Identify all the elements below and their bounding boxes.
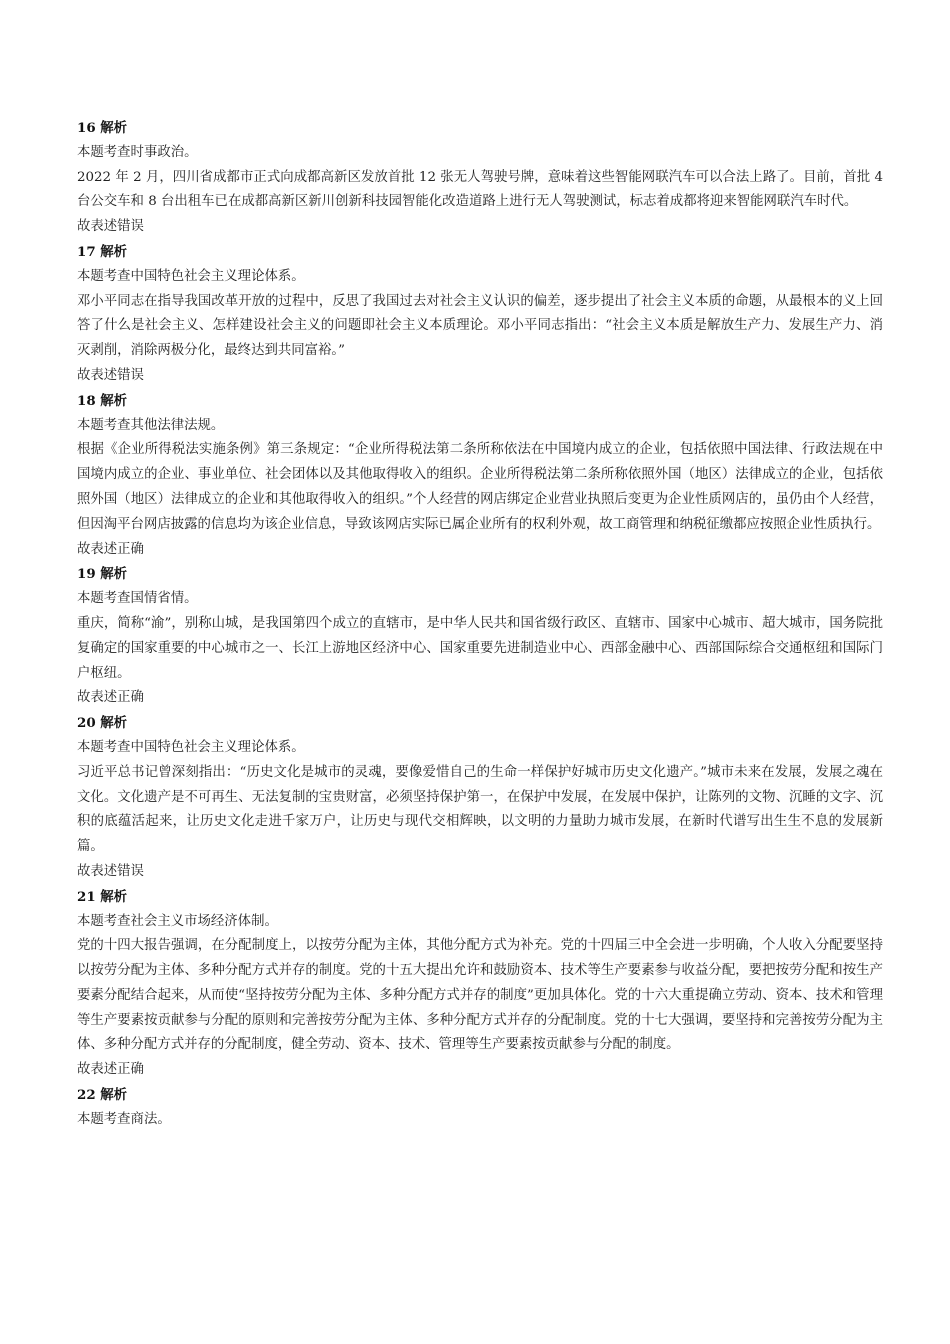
answer-section-19: [77, 562, 883, 711]
document-page: [77, 116, 883, 1133]
section-body: 根据《企业所得税法实施条例》第三条规定：“企业所得税法第二条所称依法在中国境内成立的企业，包括依照中国法律、行政法规在中国境内成立的企业、事业单位、社会团体以及其他取得收入的组织。企业所得税法第二条所称依照外国（地区）法律成立的企业，包括依照外国（地区）法律成立的企业和其他取得收入的组织。”个人经营的网店绑定企业营业执照后变更为企业性质网店的，虽仍由个人经营，但因淘平台网店披露的信息均为该企业信息，导致该网店实际已属企业所有的权利外观，故工商管理和纳税征缴都应按照企业性质执行。: [77, 442, 883, 532]
answer-section-20: [77, 711, 883, 885]
answer-section-21: [77, 885, 883, 1083]
section-body: 重庆，简称“渝”，别称山城，是我国第四个成立的直辖市，是中华人民共和国省级行政区、直辖市、国家中心城市、超大城市，国务院批复确定的国家重要的中心城市之一、长江上游地区经济中心、国家重要先进制造业中心、西部金融中心、西部国际综合交通枢纽和国际门户枢纽。: [77, 615, 883, 681]
section-topic: 本题考查商法。: [77, 1111, 171, 1127]
section-body: 习近平总书记曾深刻指出：“历史文化是城市的灵魂，要像爱惜自己的生命一样保护好城市历史文化遗产。”城市未来在发展，发展之魂在文化。文化遗产是不可再生、无法复制的宝贵财富，必须坚持保护第一，在保护中发展，在发展中保护，让陈列的文物、沉睡的文字、沉积的底蕴活起来，让历史文化走进千家万户，让历史与现代交相辉映，以文明的力量助力城市发展，在新时代谱写出生生不息的发展新篇。: [77, 764, 883, 855]
section-heading: 22 解析: [77, 1087, 128, 1104]
section-topic: 本题考查国情省情。: [77, 591, 198, 607]
section-body: 邓小平同志在指导我国改革开放的过程中，反思了我国过去对社会主义认识的偏差，逐步提出了社会主义本质的命题，从最根本的义上回答了什么是社会主义、怎样建设社会主义的问题即社会主义本质理论。邓小平同志指出：“社会主义本质是解放生产力、发展生产力、消灭剥削，消除两极分化，最终达到共同富裕。”: [77, 293, 883, 359]
section-heading: 19 解析: [77, 566, 128, 583]
section-heading: 21 解析: [77, 888, 128, 905]
answer-section-22: [77, 1083, 883, 1133]
section-topic: 本题考查中国特色社会主义理论体系。: [77, 739, 305, 755]
section-body: 党的十四大报告强调，在分配制度上，以按劳分配为主体，其他分配方式为补充。党的十四届三中全会进一步明确，个人收入分配要坚持以按劳分配为主体、多种分配方式并存的制度。党的十五大提出允许和鼓励资本、技术等生产要素参与收益分配，要把按劳分配和按生产要素分配结合起来，从而使“坚持按劳分配为主体、多种分配方式并存的制度”更加具体化。党的十六大重提确立劳动、资本、技术和管理等生产要素按贡献参与分配的原则和完善按劳分配为主体、多种分配方式并存的分配制度。党的十七大强调，要坚持和完善按劳分配为主体、多种分配方式并存的分配制度，健全劳动、资本、技术、管理等生产要素按贡献参与分配的制度。: [77, 938, 883, 1053]
section-heading: 18 解析: [77, 392, 128, 409]
section-heading: 17 解析: [77, 243, 128, 260]
section-conclusion: 故表述正确: [77, 690, 144, 706]
section-topic: 本题考查其他法律法规。: [77, 417, 225, 433]
section-conclusion: 故表述正确: [77, 1062, 144, 1078]
answer-section-17: [77, 240, 883, 389]
section-topic: 本题考查中国特色社会主义理论体系。: [77, 268, 305, 284]
section-conclusion: 故表述错误: [77, 219, 144, 235]
section-heading: 16 解析: [77, 120, 128, 136]
section-body: 2022 年 2 月，四川省成都市正式向成都高新区发放首批 12 张无人驾驶号牌，意味着这些智能网联汽车可以合法上路了。目前，首批 4 台公交车和 8 台出租车已在成都高新区新川创新科技园智能化改造道路上进行无人驾驶测试，标志着成都将迎来智能网联汽车时代。: [77, 169, 883, 210]
section-heading: 20 解析: [77, 715, 128, 732]
section-conclusion: 故表述错误: [77, 367, 144, 383]
answer-section-16: [77, 116, 883, 240]
section-topic: 本题考查时事政治。: [77, 144, 198, 160]
section-topic: 本题考查社会主义市场经济体制。: [77, 913, 278, 929]
section-conclusion: 故表述错误: [77, 863, 144, 879]
answer-section-18: [77, 389, 883, 563]
section-conclusion: 故表述正确: [77, 541, 144, 557]
